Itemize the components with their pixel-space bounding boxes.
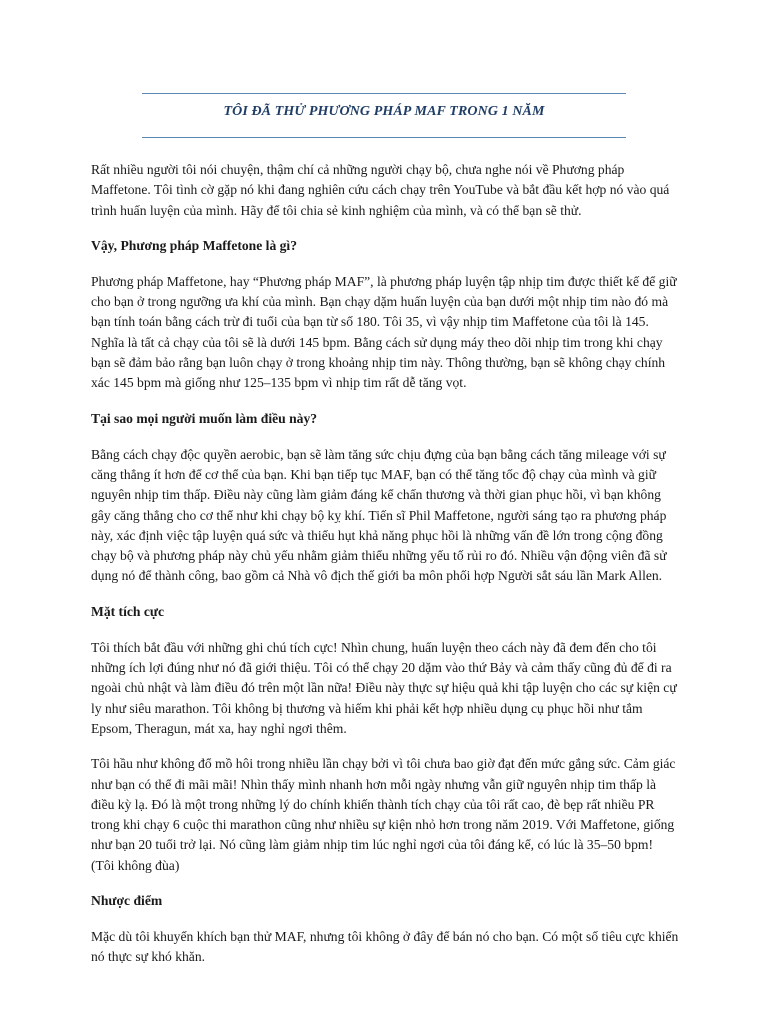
intro-paragraph: Rất nhiều người tôi nói chuyện, thậm chí cả những người chạy bộ, chưa nghe nói về Phương pháp Maffetone. Tôi tình cờ gặp nó khi đang nghiên cứu cách chạy trên YouTube và bắt đầu kết hợp nó vào quá trình huấn luyện của mình. Hãy để tôi chia sẻ kinh nghiệm của mình, và có thể bạn sẽ thử. [91, 162, 670, 218]
title-rule-bottom [142, 137, 626, 138]
paragraph-positives-1: Tôi thích bắt đầu với những ghi chú tích cực! Nhìn chung, huấn luyện theo cách này đã đem đến cho tôi những ích lợi đúng như nó đã giới thiệu. Tôi có thể chạy 20 dặm vào thứ Bảy và cảm thấy cũng đủ để đi ra ngoài chủ nhật và làm điều đó trên một lần nữa! Điều này thực sự hiệu quả khi tập luyện cho các sự kiện cự ly như siêu marathon. Tôi không bị thương và hiếm khi phải kết hợp nhiều dụng cụ phục hồi như tắm Epsom, Theragun, mát xa, hay nghỉ ngơi thêm. [91, 639, 677, 736]
paragraph-positives-2: Tôi hầu như không đổ mồ hôi trong nhiều lần chạy bởi vì tôi chưa bao giờ đạt đến mức gắng sức. Cảm giác như bạn có thể đi mãi mãi! Nhìn thấy mình nhanh hơn mỗi ngày nhưng vẫn giữ nguyên nhịp tim thấp là điều kỳ lạ. Đó là một trong những lý do chính khiến thành tích chạy của tôi rất cao, đè bẹp rất nhiều PR trong khi chạy 6 cuộc thi marathon cũng như nhiều sự kiện nhỏ hơn trong năm 2019. Với Maffetone, giống như bạn 20 tuổi trở lại. Nó cũng làm giảm nhịp tim lúc nghỉ ngơi của tôi đáng kể, có lúc là 35–50 bpm! (Tôi không đùa) [91, 756, 676, 873]
paragraph-why: Bằng cách chạy độc quyền aerobic, bạn sẽ làm tăng sức chịu đựng của bạn bằng cách tăng mileage với sự căng thẳng ít hơn để cơ thể của bạn. Khi bạn tiếp tục MAF, bạn có thể tăng tốc độ chạy của mình và giữ nguyên nhịp tim thấp. Điều này cũng làm giảm đáng kể chấn thương và thời gian phục hồi, vì bạn không gây căng thẳng cho cơ thể như khi chạy bộ kỵ khí. Tiến sĩ Phil Maffetone, người sáng tạo ra phương pháp này, xác định việc tập luyện quá sức và thiếu hụt khả năng phục hồi là những vấn đề lớn trong cộng đồng chạy bộ và phương pháp này chủ yếu nhằm giảm thiểu những yếu tố rủi ro đó. Nhiều vận động viên đã sử dụng nó để thành công, bao gồm cả Nhà vô địch thế giới ba môn phối hợp Người sắt sáu lần Mark Allen. [91, 446, 667, 584]
paragraph-what-is: Phương pháp Maffetone, hay “Phương pháp MAF”, là phương pháp luyện tập nhịp tim được thiết kế để giữ cho bạn ở trong ngưỡng ưa khí của mình. Bạn chạy dặm huấn luyện của bạn dưới một nhịp tim nào đó mà bạn tính toán bằng cách trừ đi tuổi của bạn từ số 180. Tôi 35, vì vậy nhịp tim Maffetone của tôi là 145. Nghĩa là tất cả chạy của tôi sẽ là dưới 145 bpm. Bằng cách sử dụng máy theo dõi nhịp tim trong khi chạy bạn sẽ đảm bảo rằng bạn luôn chạy ở trong khoảng nhịp tim này. Thông thường, bạn sẽ không chạy chính xác 145 bpm mà giống như 125–135 bpm vì nhịp tim rất dễ tăng vọt. [91, 273, 677, 391]
title-rule-top [142, 93, 626, 94]
section-heading-negatives: Nhược điểm [91, 893, 163, 909]
section-heading-why: Tại sao mọi người muốn làm điều này? [91, 410, 318, 426]
section-heading-positives: Mặt tích cực [91, 603, 165, 619]
document-title: TÔI ĐÃ THỬ PHƯƠNG PHÁP MAF TRONG 1 NĂM [223, 104, 545, 119]
paragraph-negatives: Mặc dù tôi khuyến khích bạn thử MAF, nhưng tôi không ở đây để bán nó cho bạn. Có một số tiêu cực khiến nó thực sự khó khăn. [91, 929, 679, 965]
document-body [91, 160, 679, 983]
section-heading-what-is: Vậy, Phương pháp Maffetone là gì? [91, 237, 298, 253]
